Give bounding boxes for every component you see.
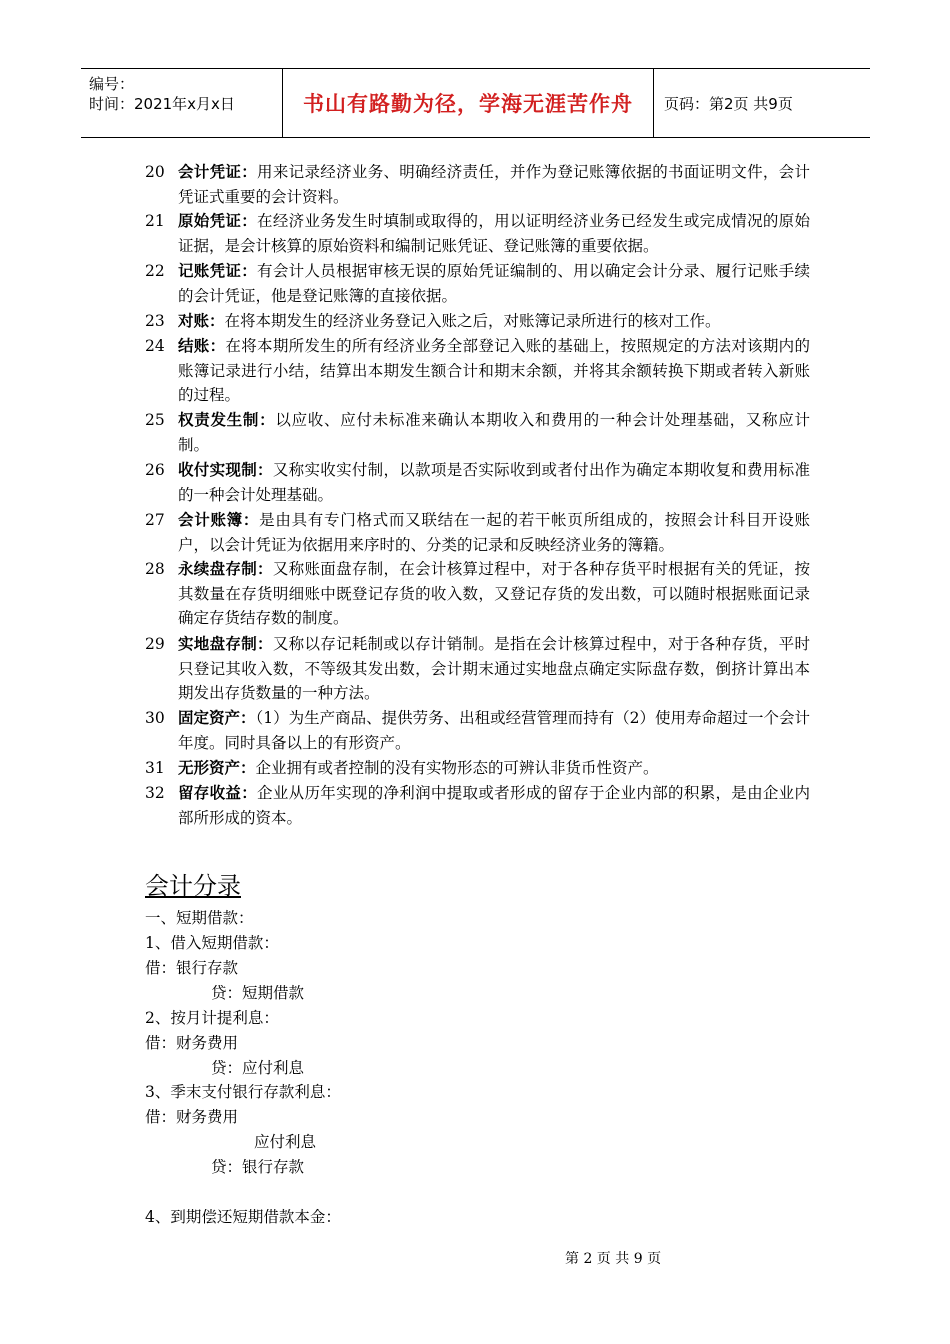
definition-text: 又称账面盘存制，在会计核算过程中，对于各种存货平时根据有关的凭证，按其数量在存货明细账中既登记存货的收入数，又登记存货的发出数，可以随时根据账面记录确定存货结存数的制度。 [178,560,810,627]
entry-line: 贷：短期借款 [211,984,305,1002]
definition-number: 28 [145,560,165,578]
definition-text: （1）为生产商品、提供劳务、出租或经营管理而持有（2）使用寿命超过一个会计年度。同时具备以上的有形资产。 [178,709,810,752]
definition-number: 27 [145,511,165,529]
header-page-cell [654,69,870,137]
page-header [81,68,870,138]
entry-line: 1、借入短期借款： [145,934,279,952]
definition-item [145,756,810,781]
motto: 书山有路勤为径，学海无涯苦作舟 [303,92,633,116]
definition-number: 32 [145,784,165,802]
definition-term: 留存收益： [178,784,258,802]
entry-line: 贷：应付利息 [211,1059,305,1077]
definition-term: 结账： [178,337,226,355]
definition-text: 又称以存记耗制或以存计销制。是指在会计核算过程中，对于各种存货，平时只登记其收入数，不等级其发出数，会计期末通过实地盘点确定实际盘存数，倒挤计算出本期发出存货数量的一种方法。 [178,635,810,702]
definition-number: 31 [145,759,165,777]
definition-term: 记账凭证： [178,262,258,280]
definition-text: 是由具有专门格式而又联结在一起的若干帐页所组成的，按照会计科目开设账户，以会计凭证为依据用来序时的、分类的记录和反映经济业务的簿籍。 [178,511,810,554]
definition-text: 在将本期所发生的所有经济业务全部登记入账的基础上，按照规定的方法对该期内的账簿记录进行小结，结算出本期发生额合计和期末余额，并将其余额转换下期或者转入新账的过程。 [178,337,810,404]
definition-item [145,209,810,258]
definition-item [145,781,810,830]
definition-item [145,557,810,631]
entry-line: 3、季末支付银行存款利息： [145,1083,341,1101]
definition-number: 21 [145,212,165,230]
definition-term: 会计凭证： [178,163,258,181]
definition-text: 企业从历年实现的净利润中提取或者形成的留存于企业内部的积累，是由企业内部所形成的资本。 [178,784,810,827]
definition-item [145,508,810,557]
definition-text: 有会计人员根据审核无误的原始凭证编制的、用以确定会计分录、履行记账手续的会计凭证，他是登记账簿的直接依据。 [178,262,810,305]
definition-term: 权责发生制： [178,411,276,429]
entry-line: 借：财务费用 [145,1034,239,1052]
definition-text: 在经济业务发生时填制或取得的，用以证明经济业务已经发生或完成情况的原始证据，是会计核算的原始资料和编制记账凭证、登记账簿的重要依据。 [178,212,810,255]
definition-term: 无形资产： [178,759,256,777]
definition-number: 23 [145,312,165,330]
definition-item [145,408,810,457]
definition-term: 对账： [178,312,225,330]
definition-text: 以应收、应付未标准来确认本期收入和费用的一种会计处理基础，又称应计制。 [178,411,810,454]
entry-line: 2、按月计提利息： [145,1009,279,1027]
definition-number: 29 [145,635,165,653]
entry-line: 应付利息 [254,1133,317,1151]
header-left-cell [81,69,283,137]
definition-number: 25 [145,411,165,429]
page-footer: 第 2 页 共 9 页 [565,1251,662,1267]
definition-text: 企业拥有或者控制的没有实物形态的可辨认非货币性资产。 [255,759,659,777]
definition-number: 22 [145,262,165,280]
definition-term: 原始凭证： [178,212,258,230]
section-heading: 会计分录 [145,872,241,900]
definition-text: 又称实收实付制，以款项是否实际收到或者付出作为确定本期收复和费用标准的一种会计处理基础。 [178,461,810,504]
definition-item [145,706,810,755]
entry-line: 借：银行存款 [145,959,239,977]
page-label: 页码：第2页 共9页 [664,94,793,113]
definition-item [145,309,810,334]
definition-number: 20 [145,163,165,181]
definition-item [145,334,810,408]
definition-item [145,632,810,706]
serial-label: 编号： [89,75,135,93]
time-label: 时间：2021年x月x日 [89,95,235,113]
entry-line: 4、到期偿还短期借款本金： [145,1208,341,1226]
definition-term: 实地盘存制： [178,635,273,653]
definition-term: 收付实现制： [178,461,273,479]
definition-item [145,458,810,507]
definition-text: 用来记录经济业务、明确经济责任，并作为登记账簿依据的书面证明文件，会计凭证式重要的会计资料。 [178,163,810,206]
definition-term: 会计账簿： [178,511,260,529]
definition-text: 在将本期发生的经济业务登记入账之后，对账簿记录所进行的核对工作。 [224,312,721,330]
definition-number: 24 [145,337,165,355]
entry-line: 借：财务费用 [145,1108,239,1126]
definition-number: 26 [145,461,165,479]
entry-line: 一、短期借款： [145,909,254,927]
header-motto-cell [283,69,654,137]
definition-term: 永续盘存制： [178,560,273,578]
entry-line: 贷：银行存款 [211,1158,305,1176]
definition-item [145,259,810,308]
definition-term: 固定资产： [178,709,256,727]
definition-number: 30 [145,709,165,727]
definition-item [145,160,810,209]
